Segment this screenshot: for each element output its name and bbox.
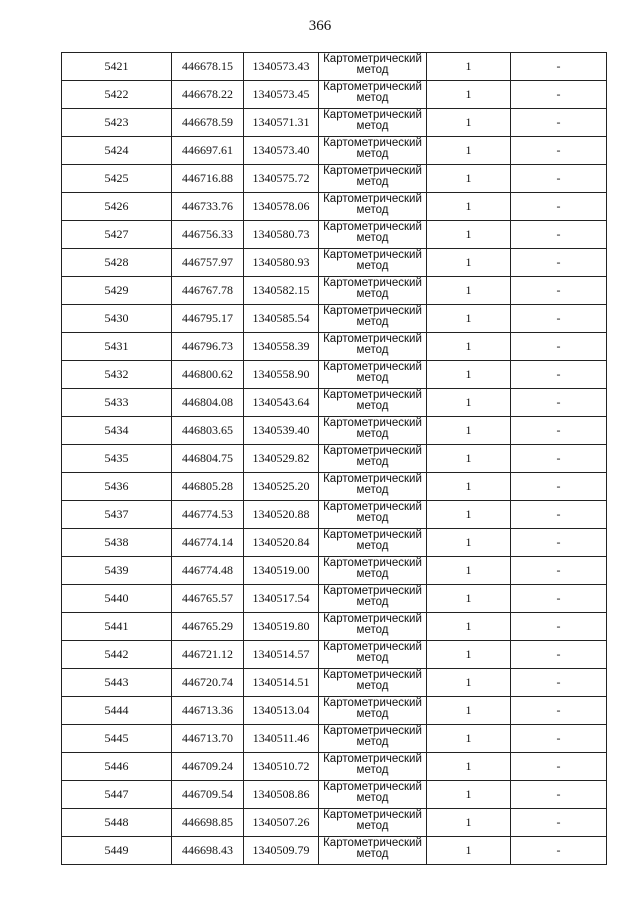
x-coordinate-cell: 446713.70 — [172, 725, 244, 753]
method-line-1: Картометрический — [323, 109, 422, 121]
table-row — [62, 333, 607, 361]
note-value-cell: - — [511, 725, 607, 753]
method-line-2: метод — [356, 232, 389, 244]
y-coordinate-cell: 1340513.04 — [244, 697, 319, 725]
point-number-cell: 5438 — [62, 529, 172, 557]
point-number-cell: 5440 — [62, 585, 172, 613]
point-number-cell: 5427 — [62, 221, 172, 249]
coordinates-table-body — [62, 53, 607, 865]
method-line-2: метод — [356, 708, 389, 720]
table-row — [62, 305, 607, 333]
point-number-cell: 5448 — [62, 809, 172, 837]
method-line-2: метод — [356, 848, 389, 860]
accuracy-value-cell: 1 — [427, 53, 511, 81]
method-line-2: метод — [356, 92, 389, 104]
accuracy-value-cell: 1 — [427, 501, 511, 529]
note-value-cell: - — [511, 473, 607, 501]
note-value-cell: - — [511, 585, 607, 613]
accuracy-value-cell: 1 — [427, 249, 511, 277]
method-cell — [319, 809, 427, 837]
method-cell — [319, 137, 427, 165]
method-cell — [319, 53, 427, 81]
method-cell — [319, 165, 427, 193]
y-coordinate-cell: 1340517.54 — [244, 585, 319, 613]
accuracy-value-cell: 1 — [427, 165, 511, 193]
x-coordinate-cell: 446796.73 — [172, 333, 244, 361]
table-row — [62, 53, 607, 81]
method-line-2: метод — [356, 428, 389, 440]
method-line-2: метод — [356, 316, 389, 328]
y-coordinate-cell: 1340543.64 — [244, 389, 319, 417]
method-line-2: метод — [356, 64, 389, 76]
table-row — [62, 641, 607, 669]
note-value-cell: - — [511, 669, 607, 697]
note-value-cell: - — [511, 417, 607, 445]
accuracy-value-cell: 1 — [427, 725, 511, 753]
accuracy-value-cell: 1 — [427, 529, 511, 557]
note-value-cell: - — [511, 53, 607, 81]
point-number-cell: 5437 — [62, 501, 172, 529]
table-row — [62, 81, 607, 109]
method-line-1: Картометрический — [323, 725, 422, 737]
method-line-2: метод — [356, 540, 389, 552]
method-line-1: Картометрический — [323, 473, 422, 485]
table-row — [62, 389, 607, 417]
method-cell — [319, 753, 427, 781]
x-coordinate-cell: 446709.24 — [172, 753, 244, 781]
method-line-2: метод — [356, 652, 389, 664]
method-cell — [319, 445, 427, 473]
accuracy-value-cell: 1 — [427, 333, 511, 361]
note-value-cell: - — [511, 333, 607, 361]
note-value-cell: - — [511, 557, 607, 585]
method-line-2: метод — [356, 260, 389, 272]
point-number-cell: 5433 — [62, 389, 172, 417]
method-cell — [319, 725, 427, 753]
method-line-2: метод — [356, 204, 389, 216]
note-value-cell: - — [511, 753, 607, 781]
accuracy-value-cell: 1 — [427, 641, 511, 669]
table-row — [62, 753, 607, 781]
accuracy-value-cell: 1 — [427, 109, 511, 137]
table-row — [62, 361, 607, 389]
accuracy-value-cell: 1 — [427, 417, 511, 445]
method-line-1: Картометрический — [323, 809, 422, 821]
point-number-cell: 5443 — [62, 669, 172, 697]
method-line-2: метод — [356, 820, 389, 832]
note-value-cell: - — [511, 781, 607, 809]
accuracy-value-cell: 1 — [427, 81, 511, 109]
method-line-1: Картометрический — [323, 333, 422, 345]
note-value-cell: - — [511, 501, 607, 529]
point-number-cell: 5429 — [62, 277, 172, 305]
y-coordinate-cell: 1340571.31 — [244, 109, 319, 137]
x-coordinate-cell: 446765.29 — [172, 613, 244, 641]
table-row — [62, 697, 607, 725]
method-line-1: Картометрический — [323, 781, 422, 793]
point-number-cell: 5442 — [62, 641, 172, 669]
y-coordinate-cell: 1340558.39 — [244, 333, 319, 361]
method-line-1: Картометрический — [323, 165, 422, 177]
note-value-cell: - — [511, 109, 607, 137]
method-cell — [319, 781, 427, 809]
x-coordinate-cell: 446803.65 — [172, 417, 244, 445]
method-cell — [319, 109, 427, 137]
table-row — [62, 585, 607, 613]
y-coordinate-cell: 1340507.26 — [244, 809, 319, 837]
table-row — [62, 249, 607, 277]
table-row — [62, 221, 607, 249]
method-line-2: метод — [356, 120, 389, 132]
method-line-1: Картометрический — [323, 389, 422, 401]
table-row — [62, 473, 607, 501]
x-coordinate-cell: 446805.28 — [172, 473, 244, 501]
accuracy-value-cell: 1 — [427, 305, 511, 333]
method-line-2: метод — [356, 456, 389, 468]
y-coordinate-cell: 1340580.93 — [244, 249, 319, 277]
x-coordinate-cell: 446800.62 — [172, 361, 244, 389]
x-coordinate-cell: 446698.43 — [172, 837, 244, 865]
method-line-2: метод — [356, 680, 389, 692]
x-coordinate-cell: 446678.22 — [172, 81, 244, 109]
note-value-cell: - — [511, 165, 607, 193]
x-coordinate-cell: 446795.17 — [172, 305, 244, 333]
accuracy-value-cell: 1 — [427, 445, 511, 473]
point-number-cell: 5449 — [62, 837, 172, 865]
point-number-cell: 5434 — [62, 417, 172, 445]
y-coordinate-cell: 1340582.15 — [244, 277, 319, 305]
method-line-1: Картометрический — [323, 753, 422, 765]
x-coordinate-cell: 446765.57 — [172, 585, 244, 613]
method-line-1: Картометрический — [323, 697, 422, 709]
method-line-1: Картометрический — [323, 277, 422, 289]
point-number-cell: 5446 — [62, 753, 172, 781]
point-number-cell: 5422 — [62, 81, 172, 109]
y-coordinate-cell: 1340525.20 — [244, 473, 319, 501]
y-coordinate-cell: 1340529.82 — [244, 445, 319, 473]
x-coordinate-cell: 446733.76 — [172, 193, 244, 221]
point-number-cell: 5444 — [62, 697, 172, 725]
point-number-cell: 5441 — [62, 613, 172, 641]
method-line-2: метод — [356, 344, 389, 356]
accuracy-value-cell: 1 — [427, 781, 511, 809]
note-value-cell: - — [511, 613, 607, 641]
point-number-cell: 5439 — [62, 557, 172, 585]
method-line-1: Картометрический — [323, 669, 422, 681]
x-coordinate-cell: 446757.97 — [172, 249, 244, 277]
method-line-1: Картометрический — [323, 193, 422, 205]
point-number-cell: 5426 — [62, 193, 172, 221]
accuracy-value-cell: 1 — [427, 137, 511, 165]
y-coordinate-cell: 1340573.40 — [244, 137, 319, 165]
method-line-1: Картометрический — [323, 613, 422, 625]
note-value-cell: - — [511, 277, 607, 305]
accuracy-value-cell: 1 — [427, 753, 511, 781]
table-row — [62, 445, 607, 473]
method-line-1: Картометрический — [323, 417, 422, 429]
y-coordinate-cell: 1340519.80 — [244, 613, 319, 641]
x-coordinate-cell: 446698.85 — [172, 809, 244, 837]
method-line-1: Картометрический — [323, 81, 422, 93]
x-coordinate-cell: 446716.88 — [172, 165, 244, 193]
method-line-1: Картометрический — [323, 501, 422, 513]
note-value-cell: - — [511, 697, 607, 725]
method-line-2: метод — [356, 288, 389, 300]
x-coordinate-cell: 446697.61 — [172, 137, 244, 165]
note-value-cell: - — [511, 837, 607, 865]
method-cell — [319, 529, 427, 557]
point-number-cell: 5432 — [62, 361, 172, 389]
method-cell — [319, 557, 427, 585]
accuracy-value-cell: 1 — [427, 669, 511, 697]
table-row — [62, 669, 607, 697]
y-coordinate-cell: 1340511.46 — [244, 725, 319, 753]
y-coordinate-cell: 1340520.84 — [244, 529, 319, 557]
method-line-2: метод — [356, 764, 389, 776]
x-coordinate-cell: 446774.14 — [172, 529, 244, 557]
table-row — [62, 781, 607, 809]
note-value-cell: - — [511, 641, 607, 669]
accuracy-value-cell: 1 — [427, 389, 511, 417]
method-line-1: Картометрический — [323, 137, 422, 149]
y-coordinate-cell: 1340539.40 — [244, 417, 319, 445]
point-number-cell: 5428 — [62, 249, 172, 277]
point-number-cell: 5430 — [62, 305, 172, 333]
method-cell — [319, 305, 427, 333]
method-line-1: Картометрический — [323, 53, 422, 65]
note-value-cell: - — [511, 221, 607, 249]
method-line-2: метод — [356, 400, 389, 412]
method-cell — [319, 193, 427, 221]
method-cell — [319, 837, 427, 865]
method-cell — [319, 613, 427, 641]
table-row — [62, 529, 607, 557]
method-line-1: Картометрический — [323, 557, 422, 569]
point-number-cell: 5431 — [62, 333, 172, 361]
method-line-1: Картометрический — [323, 305, 422, 317]
y-coordinate-cell: 1340510.72 — [244, 753, 319, 781]
x-coordinate-cell: 446774.53 — [172, 501, 244, 529]
method-cell — [319, 697, 427, 725]
method-cell — [319, 585, 427, 613]
note-value-cell: - — [511, 361, 607, 389]
table-row — [62, 501, 607, 529]
method-line-1: Картометрический — [323, 249, 422, 261]
y-coordinate-cell: 1340520.88 — [244, 501, 319, 529]
coordinates-table — [61, 52, 607, 865]
x-coordinate-cell: 446678.59 — [172, 109, 244, 137]
method-line-2: метод — [356, 176, 389, 188]
method-cell — [319, 221, 427, 249]
method-line-1: Картометрический — [323, 641, 422, 653]
method-line-2: метод — [356, 484, 389, 496]
method-line-2: метод — [356, 596, 389, 608]
method-cell — [319, 361, 427, 389]
table-row — [62, 557, 607, 585]
accuracy-value-cell: 1 — [427, 837, 511, 865]
x-coordinate-cell: 446774.48 — [172, 557, 244, 585]
method-line-1: Картометрический — [323, 221, 422, 233]
method-line-2: метод — [356, 736, 389, 748]
method-cell — [319, 641, 427, 669]
x-coordinate-cell: 446713.36 — [172, 697, 244, 725]
method-cell — [319, 277, 427, 305]
table-row — [62, 277, 607, 305]
accuracy-value-cell: 1 — [427, 809, 511, 837]
accuracy-value-cell: 1 — [427, 361, 511, 389]
y-coordinate-cell: 1340573.43 — [244, 53, 319, 81]
y-coordinate-cell: 1340519.00 — [244, 557, 319, 585]
method-line-1: Картометрический — [323, 837, 422, 849]
page-number: 366 — [308, 18, 332, 34]
method-line-1: Картометрический — [323, 529, 422, 541]
table-row — [62, 137, 607, 165]
table-row — [62, 837, 607, 865]
point-number-cell: 5425 — [62, 165, 172, 193]
point-number-cell: 5447 — [62, 781, 172, 809]
table-row — [62, 417, 607, 445]
note-value-cell: - — [511, 249, 607, 277]
note-value-cell: - — [511, 305, 607, 333]
note-value-cell: - — [511, 809, 607, 837]
x-coordinate-cell: 446709.54 — [172, 781, 244, 809]
method-line-2: метод — [356, 372, 389, 384]
method-line-1: Картометрический — [323, 361, 422, 373]
method-cell — [319, 389, 427, 417]
accuracy-value-cell: 1 — [427, 473, 511, 501]
y-coordinate-cell: 1340580.73 — [244, 221, 319, 249]
method-line-2: метод — [356, 568, 389, 580]
x-coordinate-cell: 446756.33 — [172, 221, 244, 249]
table-row — [62, 809, 607, 837]
method-cell — [319, 473, 427, 501]
y-coordinate-cell: 1340578.06 — [244, 193, 319, 221]
method-line-2: метод — [356, 792, 389, 804]
note-value-cell: - — [511, 81, 607, 109]
accuracy-value-cell: 1 — [427, 697, 511, 725]
table-row — [62, 193, 607, 221]
method-cell — [319, 81, 427, 109]
table-row — [62, 613, 607, 641]
y-coordinate-cell: 1340509.79 — [244, 837, 319, 865]
x-coordinate-cell: 446804.75 — [172, 445, 244, 473]
method-cell — [319, 333, 427, 361]
method-cell — [319, 417, 427, 445]
y-coordinate-cell: 1340558.90 — [244, 361, 319, 389]
y-coordinate-cell: 1340514.57 — [244, 641, 319, 669]
table-row — [62, 725, 607, 753]
y-coordinate-cell: 1340514.51 — [244, 669, 319, 697]
method-line-2: метод — [356, 148, 389, 160]
note-value-cell: - — [511, 389, 607, 417]
x-coordinate-cell: 446721.12 — [172, 641, 244, 669]
accuracy-value-cell: 1 — [427, 585, 511, 613]
method-cell — [319, 669, 427, 697]
accuracy-value-cell: 1 — [427, 221, 511, 249]
accuracy-value-cell: 1 — [427, 613, 511, 641]
x-coordinate-cell: 446767.78 — [172, 277, 244, 305]
note-value-cell: - — [511, 445, 607, 473]
method-line-2: метод — [356, 624, 389, 636]
accuracy-value-cell: 1 — [427, 557, 511, 585]
method-line-2: метод — [356, 512, 389, 524]
y-coordinate-cell: 1340508.86 — [244, 781, 319, 809]
x-coordinate-cell: 446720.74 — [172, 669, 244, 697]
note-value-cell: - — [511, 137, 607, 165]
note-value-cell: - — [511, 529, 607, 557]
x-coordinate-cell: 446804.08 — [172, 389, 244, 417]
y-coordinate-cell: 1340573.45 — [244, 81, 319, 109]
table-row — [62, 109, 607, 137]
point-number-cell: 5436 — [62, 473, 172, 501]
point-number-cell: 5435 — [62, 445, 172, 473]
note-value-cell: - — [511, 193, 607, 221]
method-cell — [319, 501, 427, 529]
y-coordinate-cell: 1340575.72 — [244, 165, 319, 193]
method-cell — [319, 249, 427, 277]
method-line-1: Картометрический — [323, 585, 422, 597]
x-coordinate-cell: 446678.15 — [172, 53, 244, 81]
y-coordinate-cell: 1340585.54 — [244, 305, 319, 333]
table-row — [62, 165, 607, 193]
point-number-cell: 5421 — [62, 53, 172, 81]
accuracy-value-cell: 1 — [427, 193, 511, 221]
method-line-1: Картометрический — [323, 445, 422, 457]
point-number-cell: 5424 — [62, 137, 172, 165]
point-number-cell: 5423 — [62, 109, 172, 137]
accuracy-value-cell: 1 — [427, 277, 511, 305]
point-number-cell: 5445 — [62, 725, 172, 753]
